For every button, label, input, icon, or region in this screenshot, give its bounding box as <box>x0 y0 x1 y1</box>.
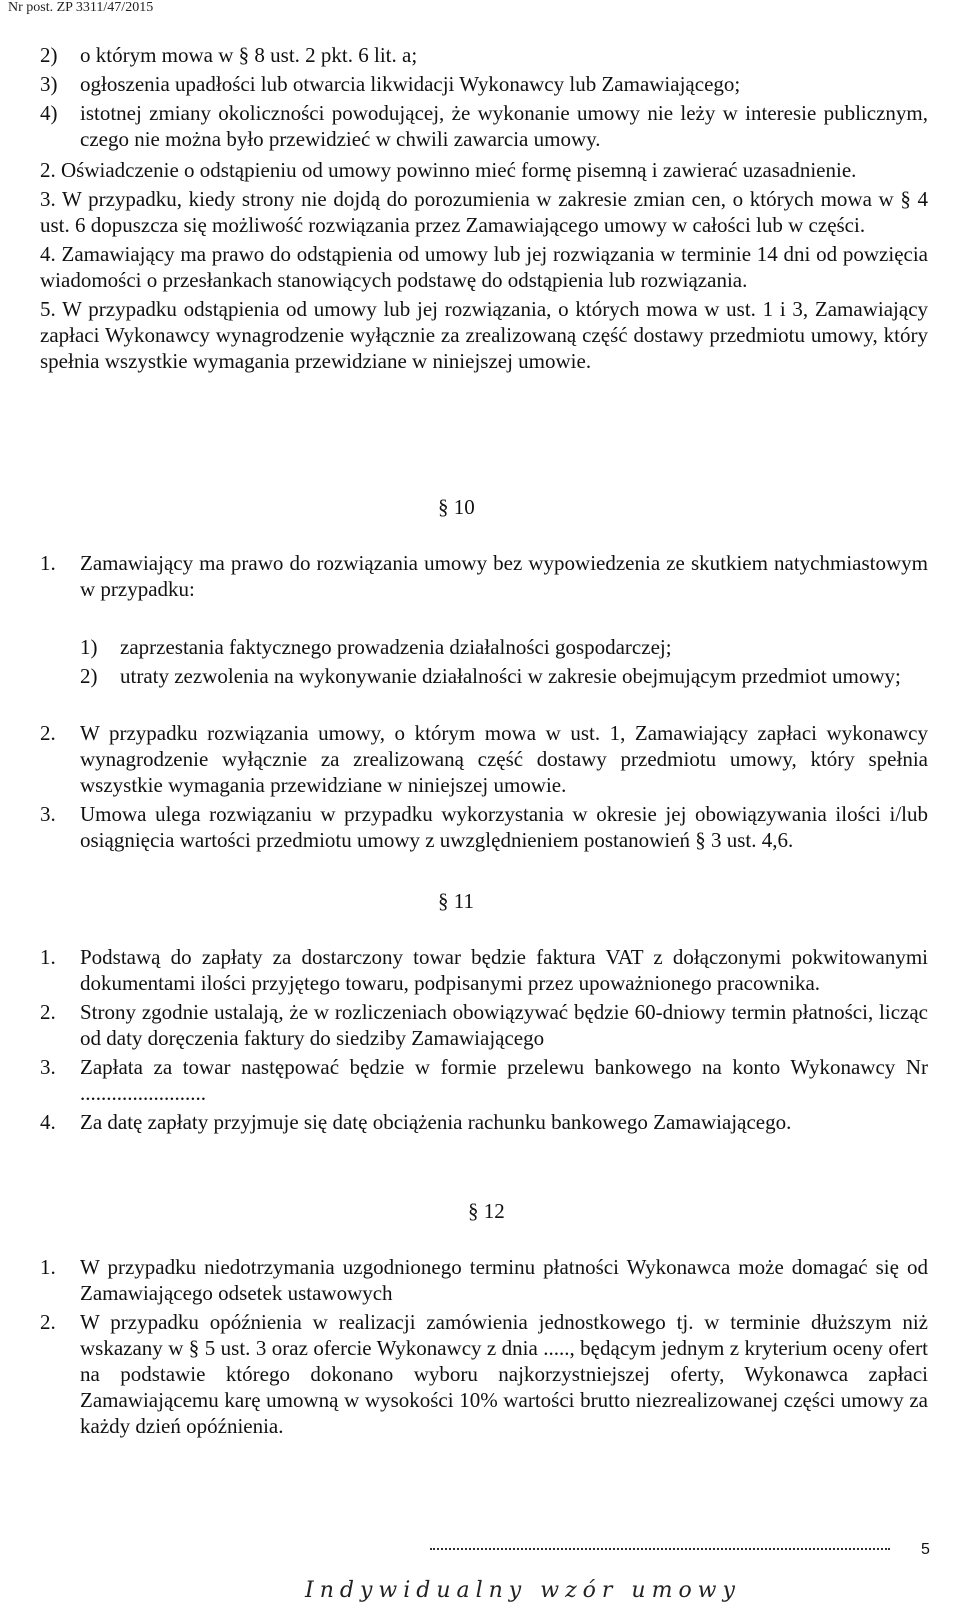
list-item <box>40 999 928 1051</box>
item-text: W przypadku odstąpienia od umowy lub jej rozwiązania, o których mowa w ust. 1 i 3, Zamawiający zapłaci Wykonawcy wynagrodzenie wyłącznie za zrealizowaną część dostawy przedmiotu umowy, który spełnia wszystkie wymagania przewidziane w niniejszej umowie. <box>40 297 929 373</box>
section-12-list <box>40 1254 928 1442</box>
item-text: istotnej zmiany okoliczności powodującej, że wykonanie umowy nie leży w interesie publicznym, czego nie można było przewidzieć w chwili zawarcia umowy. <box>80 101 928 151</box>
item-number: 4. <box>40 1110 56 1134</box>
list-item <box>40 186 928 238</box>
item-text: utraty zezwolenia na wykonywanie działalności w zakresie obejmującym przedmiot umowy; <box>120 664 901 688</box>
section-11-list <box>40 944 928 1138</box>
list-item <box>40 801 928 853</box>
section-9-list <box>40 157 928 377</box>
item-text: ogłoszenia upadłości lub otwarcia likwidacji Wykonawcy lub Zamawiającego; <box>80 72 741 96</box>
item-number: 3. <box>40 802 56 826</box>
item-number: 1. <box>40 1255 56 1279</box>
list-item <box>40 157 928 183</box>
item-number: 1. <box>40 551 56 575</box>
footer-note: Indywidualny wzór umowy <box>305 1578 741 1603</box>
section-title-10: § 10 <box>438 495 475 519</box>
list-item <box>40 241 928 293</box>
list-item <box>40 1309 928 1439</box>
item-number: 3. <box>40 1055 56 1079</box>
list-item <box>40 296 928 374</box>
item-text: Podstawą do zapłaty za dostarczony towar będzie faktura VAT z dołączonymi pokwitowanymi dokumentami ilości przyjętego towaru, podpisanymi przez upoważnionego pracownika. <box>80 945 928 995</box>
item-number: 1) <box>80 635 98 659</box>
item-number: 4. <box>40 242 56 266</box>
document-header: Nr post. ZP 3311/47/2015 <box>8 0 154 15</box>
footer-dotted-line <box>430 1548 890 1550</box>
item-text: W przypadku niedotrzymania uzgodnionego terminu płatności Wykonawca może domagać się od Zamawiającego odsetek ustawowych <box>80 1255 928 1305</box>
list-item <box>40 1254 928 1306</box>
item-number: 2) <box>80 664 98 688</box>
list-item <box>40 720 928 798</box>
list-item <box>40 1054 928 1106</box>
item-text: Zamawiający ma prawo do odstąpienia od umowy lub jej rozwiązania w terminie 14 dni od powzięcia wiadomości o przesłankach stanowiących podstawę do odstąpienia lub rozwiązania. <box>40 242 928 292</box>
list-item <box>40 71 928 97</box>
list-item <box>40 1109 928 1135</box>
item-text: Zamawiający ma prawo do rozwiązania umowy bez wypowiedzenia ze skutkiem natychmiastowym w przypadku: <box>80 551 928 601</box>
item-number: 2. <box>40 158 56 182</box>
item-text: W przypadku opóźnienia w realizacji zamówienia jednostkowego tj. w terminie dłuższym niż wskazany w § 5 ust. 3 oraz ofercie Wykonawcy z dnia ....., będącym jednym z kryterium oceny ofert na podstawie którego dokonano wyboru najkorzystniejszej oferty, Wykonawca zapłaci Zamawiającemu karę umowną w wysokości 10% wartości brutto niezrealizowanej części umowy za każdy dzień opóźnienia. <box>80 1310 928 1438</box>
list-item <box>40 663 928 689</box>
item-text: Za datę zapłaty przyjmuje się datę obciążenia rachunku bankowego Zamawiającego. <box>80 1110 792 1134</box>
item-number: 2. <box>40 721 56 745</box>
item-number: 5. <box>40 297 56 321</box>
item-number: 2) <box>40 43 58 67</box>
section-10-sublist <box>40 634 928 692</box>
list-item <box>40 944 928 996</box>
item-text: W przypadku, kiedy strony nie dojdą do porozumienia w zakresie zmian cen, o których mowa w § 4 ust. 6 dopuszcza się możliwość rozwiązania przez Zamawiającego umowy w całości lub w części. <box>40 187 928 237</box>
item-text: W przypadku rozwiązania umowy, o którym mowa w ust. 1, Zamawiający zapłaci wykonawcy wynagrodzenie wyłącznie za zrealizowaną część dostawy przedmiotu umowy, który spełnia wszystkie wymagania przewidziane w niniejszej umowie. <box>80 721 928 797</box>
section-10-intro <box>40 550 928 605</box>
item-number: 1. <box>40 945 56 969</box>
item-number: 3) <box>40 72 58 96</box>
item-text: zaprzestania faktycznego prowadzenia działalności gospodarczej; <box>120 635 672 659</box>
item-text: Oświadczenie o odstąpieniu od umowy powinno mieć formę pisemną i zawierać uzasadnienie. <box>61 158 857 182</box>
item-text: Umowa ulega rozwiązaniu w przypadku wykorzystania w okresie jej obowiązywania ilości i/lub osiągnięcia wartości przedmiotu umowy z uwzględnieniem postanowień § 3 ust. 4,6. <box>80 802 928 852</box>
item-number: 4) <box>40 101 58 125</box>
top-items-list <box>40 42 928 155</box>
item-text: o którym mowa w § 8 ust. 2 pkt. 6 lit. a; <box>80 43 418 67</box>
list-item <box>40 550 928 602</box>
list-item <box>40 634 928 660</box>
section-title-12: § 12 <box>468 1199 505 1223</box>
item-text: Strony zgodnie ustalają, że w rozliczeniach obowiązywać będzie 60-dniowy termin płatności, licząc od daty doręczenia faktury do siedziby Zamawiającego <box>80 1000 928 1050</box>
item-number: 3. <box>40 187 56 211</box>
item-number: 2. <box>40 1310 56 1334</box>
page-number: 5 <box>921 1541 930 1558</box>
list-item <box>40 100 928 152</box>
section-10-list <box>40 720 928 856</box>
list-item <box>40 42 928 68</box>
section-title-11: § 11 <box>438 889 474 913</box>
item-number: 2. <box>40 1000 56 1024</box>
item-text: Zapłata za towar następować będzie w formie przelewu bankowego na konto Wykonawcy Nr ........................ <box>80 1055 928 1105</box>
